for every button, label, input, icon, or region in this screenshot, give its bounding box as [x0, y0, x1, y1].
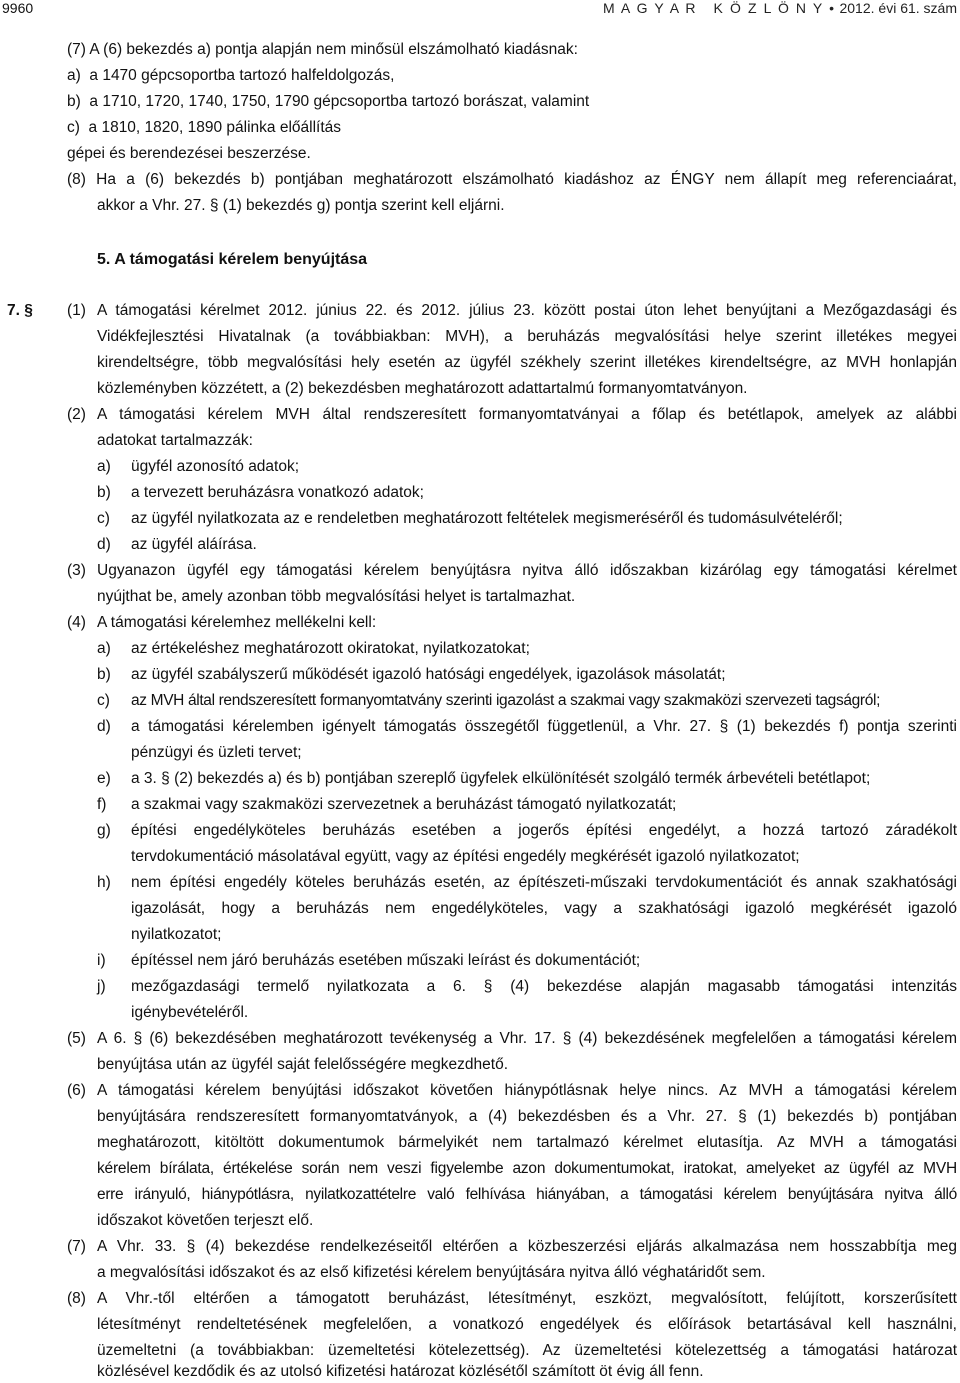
- list-item: az értékeléshez meghatározott okiratokat, nyilatkozatokat;: [131, 640, 530, 657]
- subsection-number: (7): [67, 1238, 86, 1255]
- text-line: A támogatási kérelmet 2012. június 22. és 2012. július 23. között postai úton lehet benyújtani a Mezőgazdasági és: [97, 302, 957, 319]
- list-label: d): [97, 718, 111, 735]
- list-item: nem építési engedély köteles beruházás esetén, az építészeti-műszaki tervdokumentációt és annak szakhatósági: [131, 874, 957, 891]
- text-line: kérelem bírálata, értékelése során nem veszi figyelembe azon dokumentumokat, iratokat, amelyeket az ügyfél az MVH: [97, 1160, 957, 1177]
- text-line: benyújtására rendszeresített formanyomtatványok, a (4) bekezdésben és a Vhr. 27. § (1) bekezdés b) pontjában: [97, 1108, 957, 1125]
- text-line: kirendeltségre, több megvalósítási hely esetén az ügyfél székhely szerint illetékes kirendeltségre, az MVH honlapján: [97, 354, 957, 371]
- subsection-number: (2): [67, 406, 86, 423]
- text-line: pénzügyi és üzleti tervet;: [131, 744, 302, 761]
- section-heading: 5. A támogatási kérelem benyújtása: [97, 251, 368, 268]
- list-label: d): [97, 536, 111, 553]
- text-line: igazolását, hogy a beruházás nem engedélyköteles, vagy a szakhatósági igazoló megkérését igazoló: [131, 900, 957, 917]
- list-label: f): [97, 796, 107, 813]
- list-label: a): [97, 640, 111, 657]
- list-label: i): [97, 952, 106, 969]
- text-line: A támogatási kérelemhez mellékelni kell:: [97, 614, 377, 631]
- text-line: adatokat tartalmazzák:: [97, 432, 253, 449]
- list-item: b) a 1710, 1720, 1740, 1750, 1790 gépcsoportba tartozó borászat, valamint: [67, 93, 590, 110]
- bullet-separator: •: [829, 0, 834, 16]
- text-line: A Vhr. 33. § (4) bekezdése rendelkezéseitől eltérően a közbeszerzési eljárás alkalmazása nem hosszabbítja meg: [97, 1238, 957, 1255]
- list-item: a) a 1470 gépcsoportba tartozó halfeldolgozás,: [67, 67, 395, 84]
- list-item: a 3. § (2) bekezdés a) és b) pontjában szereplő ügyfelek elkülönítését szolgáló termék árbevételi betétlapot;: [131, 770, 871, 787]
- list-item: az ügyfél aláírása.: [131, 536, 257, 553]
- list-item: építéssel nem járó beruházás esetében műszaki leírást és dokumentációt;: [131, 952, 641, 969]
- list-label: a): [97, 458, 111, 475]
- text-line: üzemeltetni (a továbbiakban: üzemeltetési kötelezettség). Az üzemeltetési kötelezettség a támogatási határozat: [97, 1342, 957, 1359]
- subsection-number: (3): [67, 562, 86, 579]
- text-line: erre irányuló, hiánypótlásra, nyilatkozattételre való felhívása hiányában, a támogatási kérelem benyújtására nyitva álló: [97, 1186, 957, 1203]
- text-line: Vidékfejlesztési Hivatalnak (a továbbiakban: MVH), a beruházás megvalósítási helye szerint illetékes megyei: [97, 328, 957, 345]
- list-item: ügyfél azonosító adatok;: [131, 458, 300, 475]
- text-line: A támogatási kérelem benyújtási időszakot követően hiánypótlásnak helye nincs. Az MVH a támogatási kérelem: [97, 1082, 957, 1099]
- list-item: az ügyfél szabályszerű működését igazoló hatósági engedélyek, igazolások másolatát;: [131, 666, 726, 683]
- text-line: nyújthat be, amely azonban több megvalósítási helyet is tartalmazhat.: [97, 588, 576, 605]
- text-line: közleményben közzétett, a (2) bekezdésben meghatározott adattartalmú formanyomtatványon.: [97, 380, 748, 397]
- text-line: gépei és berendezései beszerzése.: [67, 145, 311, 162]
- page-header: [0, 0, 960, 22]
- list-item: az MVH által rendszeresített formanyomtatvány szerinti igazolást a szakmai vagy szakmaközi szervezeti tagságról;: [131, 692, 881, 709]
- text-line: akkor a Vhr. 27. § (1) bekezdés g) pontja szerint kell eljárni.: [97, 197, 505, 214]
- list-label: b): [97, 666, 111, 683]
- list-item: mezőgazdasági termelő nyilatkozata a 6. § (4) bekezdése alapján magasabb támogatási intenzitás: [131, 978, 957, 995]
- subsection-number: (1): [67, 302, 86, 319]
- subsection-number: (6): [67, 1082, 86, 1099]
- text-line: tervdokumentáció másolatával együtt, vagy az építési engedély megkérését igazoló nyilatkozatot;: [131, 848, 800, 865]
- list-item: építési engedélyköteles beruházás esetében a jogerős építési engedélyt, a hozzá tartozó záradékolt: [131, 822, 957, 839]
- list-label: c): [97, 510, 110, 527]
- list-label: j): [97, 978, 106, 995]
- subsection-number: (4): [67, 614, 86, 631]
- text-line: létesítményt rendeltetésének megfelelően, a vonatkozó engedélyek és előírások betartásával kell használni,: [97, 1316, 957, 1333]
- subsection-number: (5): [67, 1030, 86, 1047]
- journal-title: [603, 0, 957, 16]
- text-line: A 6. § (6) bekezdésében meghatározott tevékenység a Vhr. 17. § (4) bekezdésének megfelelően a támogatási kérelem: [97, 1030, 957, 1047]
- list-item: a támogatási kérelemben igényelt támogatás összegétől függetlenül, a Vhr. 27. § (1) bekezdés f) pontja szerinti: [131, 718, 957, 735]
- list-label: h): [97, 874, 111, 891]
- text-line: meghatározott, kitöltött dokumentumok bármelyikét nem tartalmazó kérelmet elutasítja. Az MVH a támogatási: [97, 1134, 957, 1151]
- text-line: igénybevételéről.: [131, 1004, 249, 1021]
- text-line: A Vhr.-től eltérően a támogatott beruházást, létesítményt, eszközt, megvalósított, felújított, korszerűsített: [97, 1290, 957, 1307]
- list-label: c): [97, 692, 110, 709]
- text-line: a megvalósítási időszakot és az első kifizetési kérelem benyújtására nyitva álló véghatáridőt sem.: [97, 1264, 766, 1281]
- issue-label: 2012. évi 61. szám: [839, 0, 957, 16]
- page-number: 9960: [2, 0, 34, 16]
- list-item: c) a 1810, 1820, 1890 pálinka előállítás: [67, 119, 342, 136]
- paragraph-number: 7. §: [7, 302, 33, 319]
- text-line: benyújtása után az ügyfél saját felelősségére megkezdhető.: [97, 1056, 509, 1073]
- text-line: közlésével kezdődik és az utolsó kifizetési határozat közlésétől számított öt évig áll fenn.: [97, 1363, 704, 1380]
- list-label: b): [97, 484, 111, 501]
- list-label: g): [97, 822, 111, 839]
- text-line: Ugyanazon ügyfél egy támogatási kérelem benyújtásra nyitva álló időszakban kizárólag egy támogatási kérelmet: [97, 562, 957, 579]
- text-line: (8) Ha a (6) bekezdés b) pontjában meghatározott elszámolható kiadáshoz az ÉNGY nem állapít meg referenciaárat,: [67, 171, 957, 188]
- journal-name: M A G Y A R K Ö Z L Ö N Y: [602, 0, 824, 16]
- list-item: a tervezett beruházásra vonatkozó adatok;: [131, 484, 424, 501]
- text-line: időszakot követően terjeszt elő.: [97, 1212, 314, 1229]
- text-line: (7) A (6) bekezdés a) pontja alapján nem minősül elszámolható kiadásnak:: [67, 41, 578, 58]
- text-line: A támogatási kérelem MVH által rendszeresített formanyomtatványai a főlap és betétlapok, amelyek az alábbi: [97, 406, 957, 423]
- text-line: nyilatkozatot;: [131, 926, 222, 943]
- subsection-number: (8): [67, 1290, 86, 1307]
- list-item: az ügyfél nyilatkozata az e rendeletben meghatározott feltételek megismeréséről és tudomásulvételéről;: [131, 510, 843, 527]
- list-label: e): [97, 770, 111, 787]
- list-item: a szakmai vagy szakmaközi szervezetnek a beruházást támogató nyilatkozatát;: [131, 796, 677, 813]
